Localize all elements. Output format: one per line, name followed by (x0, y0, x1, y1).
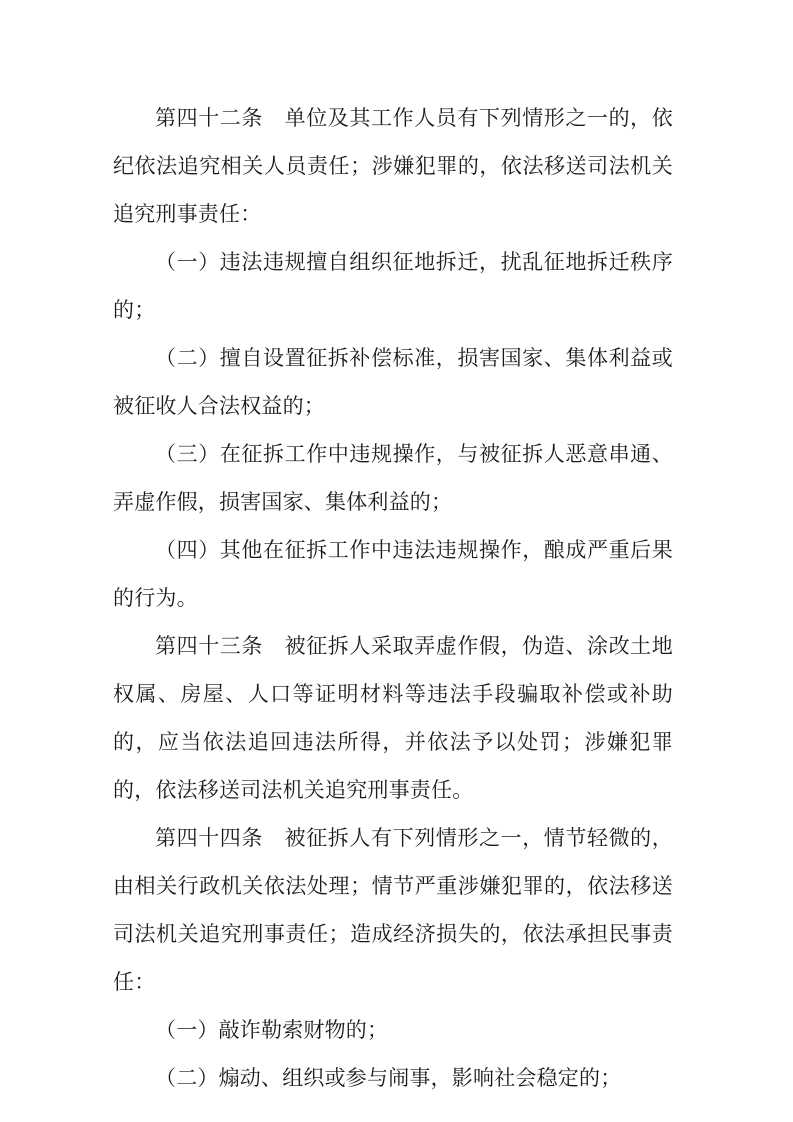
article-42-item-1: （一）违法违规擅自组织征地拆迁，扰乱征地拆迁秩序的； (113, 250, 673, 322)
article-44-item-1: （一）敲诈勒索财物的； (155, 1018, 389, 1042)
document-body (113, 94, 673, 1102)
article-43-paragraph: 第四十三条 被征拆人采取弄虚作假，伪造、涂改土地权属、房屋、人口等证明材料等违法手段骗取补偿或补助的，应当依法追回违法所得，并依法予以处罚；涉嫌犯罪的，依法移送司法机关追究刑事责任。 (113, 634, 673, 802)
article-42-item-2: （二）擅自设置征拆补偿标准，损害国家、集体利益或被征收人合法权益的； (113, 346, 673, 418)
article-44-paragraph: 第四十四条 被征拆人有下列情形之一，情节轻微的，由相关行政机关依法处理；情节严重涉嫌犯罪的，依法移送司法机关追究刑事责任；造成经济损失的，依法承担民事责任： (113, 826, 673, 994)
article-44-item-2: （二）煽动、组织或参与闹事，影响社会稳定的； (155, 1066, 622, 1090)
article-42-item-4: （四）其他在征拆工作中违法违规操作，酿成严重后果的行为。 (113, 538, 673, 610)
article-42-item-3: （三）在征拆工作中违规操作，与被征拆人恶意串通、弄虚作假，损害国家、集体利益的； (113, 442, 673, 514)
article-42-paragraph: 第四十二条 单位及其工作人员有下列情形之一的，依纪依法追究相关人员责任；涉嫌犯罪的，依法移送司法机关追究刑事责任： (113, 106, 673, 226)
